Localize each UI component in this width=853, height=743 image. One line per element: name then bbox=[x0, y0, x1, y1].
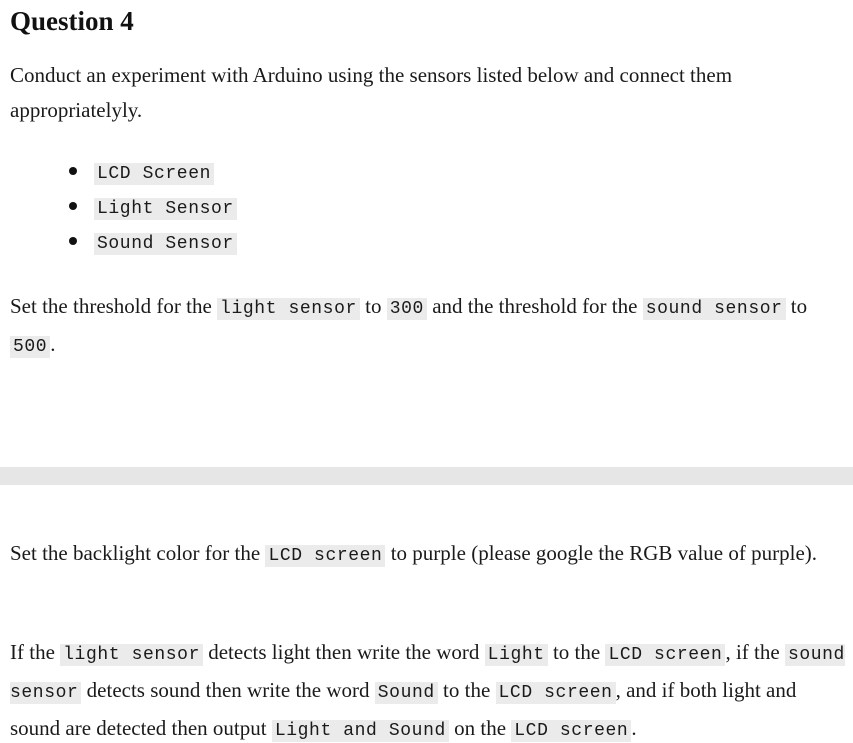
output-paragraph bbox=[10, 635, 850, 743]
sensor-list bbox=[69, 154, 237, 259]
bullet-icon bbox=[69, 202, 77, 210]
bullet-icon bbox=[69, 167, 77, 175]
sensor-name: Sound Sensor bbox=[94, 233, 237, 255]
text: Set the backlight color for the bbox=[10, 541, 266, 565]
text: , if the bbox=[725, 640, 785, 664]
text: to the bbox=[547, 640, 606, 664]
text: . bbox=[631, 716, 637, 740]
inline-code: LCD screen bbox=[511, 720, 631, 742]
question-title: Question 4 bbox=[10, 6, 134, 36]
inline-code: sound sensor bbox=[643, 298, 786, 320]
sensor-name: LCD Screen bbox=[94, 163, 214, 185]
list-item bbox=[69, 189, 237, 224]
list-item bbox=[69, 154, 237, 189]
backlight-paragraph bbox=[10, 536, 852, 574]
inline-code: Light bbox=[485, 644, 548, 666]
inline-code: Sound bbox=[375, 682, 438, 704]
inline-code: LCD screen bbox=[496, 682, 616, 704]
inline-code: LCD screen bbox=[265, 545, 385, 567]
bullet-icon bbox=[69, 237, 77, 245]
text: , and if both light and sound are detected then output bbox=[10, 678, 797, 740]
text: detects light then write the word bbox=[202, 640, 485, 664]
threshold-paragraph bbox=[10, 289, 852, 365]
inline-code: 300 bbox=[387, 298, 427, 320]
text: to the bbox=[437, 678, 496, 702]
text: . bbox=[50, 332, 56, 356]
text: to bbox=[359, 294, 387, 318]
list-item bbox=[69, 224, 237, 259]
inline-code: light sensor bbox=[60, 644, 203, 666]
text: detects sound then write the word bbox=[81, 678, 375, 702]
text: and the threshold for the bbox=[426, 294, 643, 318]
text: If the bbox=[10, 640, 61, 664]
text: Set the threshold for the bbox=[10, 294, 218, 318]
inline-code: LCD screen bbox=[605, 644, 725, 666]
inline-code: sound sensor bbox=[10, 645, 845, 703]
section-divider bbox=[0, 467, 853, 485]
text: to bbox=[785, 294, 808, 318]
inline-code: Light and Sound bbox=[272, 720, 449, 742]
text: to purple (please google the RGB value of purple). bbox=[385, 541, 818, 565]
sensor-name: Light Sensor bbox=[94, 198, 237, 220]
inline-code: 500 bbox=[10, 336, 50, 358]
intro-paragraph: Conduct an experiment with Arduino using the sensors listed below and connect them appropriatelyly. bbox=[10, 63, 733, 122]
inline-code: light sensor bbox=[217, 298, 360, 320]
text: on the bbox=[448, 716, 512, 740]
